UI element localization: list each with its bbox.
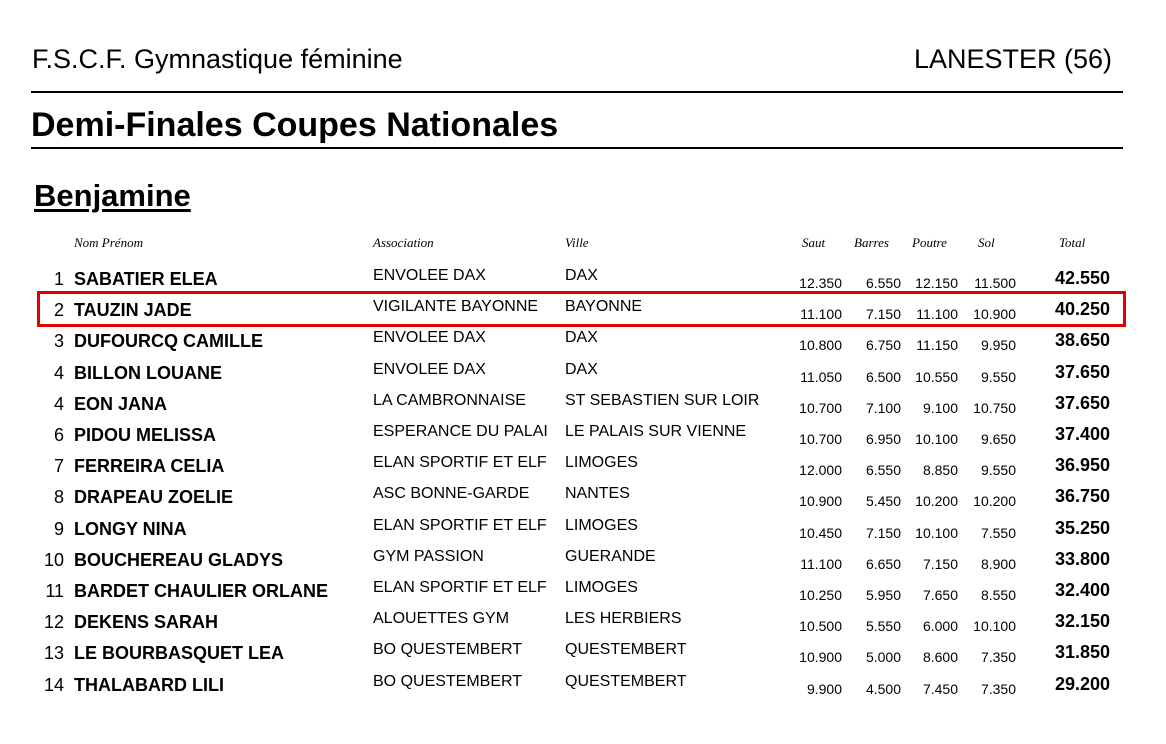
cell-total: 36.750	[1054, 486, 1110, 506]
cell-barres: 4.500	[865, 681, 901, 697]
cell-sol: 9.950	[980, 337, 1016, 353]
cell-name: DRAPEAU ZOELIE	[74, 487, 234, 507]
cell-city: QUESTEMBERT	[565, 673, 687, 690]
cell-poutre: 10.100	[915, 525, 958, 541]
location-heading: LANESTER (56)	[913, 44, 1112, 74]
cell-barres: 5.000	[865, 649, 901, 665]
cell-saut: 12.000	[799, 462, 842, 478]
cell-total: 37.650	[1054, 362, 1110, 382]
cell-barres: 6.950	[865, 431, 901, 447]
cell-poutre: 12.150	[915, 275, 958, 291]
cell-barres: 5.950	[865, 587, 901, 603]
cell-association: ELAN SPORTIF ET ELF	[373, 517, 547, 534]
cell-association: ENVOLEE DAX	[373, 329, 486, 346]
cell-barres: 6.500	[865, 369, 901, 385]
cell-rank: 8	[53, 487, 64, 507]
cell-rank: 11	[45, 581, 64, 601]
cell-poutre: 10.100	[915, 431, 958, 447]
cell-association: ENVOLEE DAX	[373, 361, 486, 378]
cell-rank: 2	[53, 300, 64, 320]
cell-city: DAX	[565, 329, 598, 346]
cell-city: BAYONNE	[565, 298, 643, 315]
table-row	[0, 514, 1166, 545]
cell-total: 33.800	[1054, 549, 1110, 569]
cell-poutre: 6.000	[922, 618, 958, 634]
cell-sol: 9.550	[980, 369, 1016, 385]
cell-saut: 10.900	[799, 493, 842, 509]
cell-barres: 7.150	[865, 525, 901, 541]
cell-saut: 10.900	[799, 649, 842, 665]
cell-poutre: 11.150	[916, 337, 958, 353]
cell-saut: 9.900	[806, 681, 842, 697]
cell-association: VIGILANTE BAYONNE	[373, 298, 539, 315]
cell-sol: 9.550	[980, 462, 1016, 478]
cell-sol: 10.100	[973, 618, 1016, 634]
cell-poutre: 7.450	[922, 681, 958, 697]
cell-barres: 6.550	[865, 462, 901, 478]
cell-saut: 11.100	[800, 306, 842, 322]
column-header-total: Total	[1059, 235, 1086, 250]
table-row	[0, 326, 1166, 357]
cell-city: ST SEBASTIEN SUR LOIR	[565, 392, 760, 409]
cell-name: SABATIER ELEA	[74, 269, 218, 289]
cell-rank: 14	[43, 675, 64, 695]
cell-barres: 5.450	[865, 493, 901, 509]
cell-barres: 7.150	[865, 306, 901, 322]
cell-association: ASC BONNE-GARDE	[373, 485, 530, 502]
cell-name: EON JANA	[74, 394, 168, 414]
cell-poutre: 7.650	[922, 587, 958, 603]
cell-sol: 8.550	[980, 587, 1016, 603]
cell-name: FERREIRA CELIA	[74, 456, 225, 476]
cell-rank: 9	[53, 519, 64, 539]
cell-saut: 12.350	[799, 275, 842, 291]
cell-city: LIMOGES	[565, 579, 638, 596]
cell-rank: 4	[53, 394, 64, 414]
cell-poutre: 11.100	[916, 306, 958, 322]
cell-total: 32.400	[1054, 580, 1110, 600]
table-row	[0, 545, 1166, 576]
cell-city: LIMOGES	[565, 454, 638, 471]
cell-saut: 11.050	[800, 369, 842, 385]
column-header-poutre: Poutre	[912, 235, 947, 250]
cell-sol: 7.350	[980, 681, 1016, 697]
cell-name: BARDET CHAULIER ORLANE	[74, 581, 328, 601]
column-header-sol: Sol	[978, 235, 995, 250]
cell-association: ENVOLEE DAX	[373, 267, 486, 284]
cell-name: BOUCHEREAU GLADYS	[74, 550, 284, 570]
cell-barres: 5.550	[865, 618, 901, 634]
cell-name: PIDOU MELISSA	[74, 425, 217, 445]
cell-city: NANTES	[565, 485, 630, 502]
cell-saut: 10.800	[799, 337, 842, 353]
cell-barres: 6.750	[865, 337, 901, 353]
table-row	[0, 576, 1166, 607]
organization-heading: F.S.C.F. Gymnastique féminine	[32, 44, 403, 74]
cell-total: 40.250	[1054, 299, 1110, 319]
highlight-box	[37, 291, 1126, 327]
cell-city: GUERANDE	[565, 548, 656, 565]
cell-association: ELAN SPORTIF ET ELF	[373, 579, 547, 596]
cell-city: LIMOGES	[565, 517, 638, 534]
cell-poutre: 10.200	[915, 493, 958, 509]
column-header-saut: Saut	[802, 235, 826, 250]
cell-total: 32.150	[1054, 611, 1110, 631]
cell-rank: 1	[53, 269, 64, 289]
cell-name: LONGY NINA	[74, 519, 187, 539]
cell-saut: 10.250	[799, 587, 842, 603]
cell-saut: 10.700	[799, 400, 842, 416]
cell-poutre: 7.150	[922, 556, 958, 572]
cell-barres: 6.650	[865, 556, 901, 572]
cell-city: DAX	[565, 267, 598, 284]
cell-association: BO QUESTEMBERT	[373, 673, 523, 690]
table-row	[0, 389, 1166, 420]
cell-sol: 10.200	[973, 493, 1016, 509]
cell-name: DUFOURCQ CAMILLE	[74, 331, 263, 351]
cell-total: 36.950	[1054, 455, 1110, 475]
column-header-city: Ville	[565, 235, 589, 250]
cell-name: BILLON LOUANE	[74, 363, 222, 383]
cell-poutre: 8.850	[922, 462, 958, 478]
cell-city: DAX	[565, 361, 598, 378]
cell-poutre: 8.600	[922, 649, 958, 665]
cell-total: 29.200	[1054, 674, 1110, 694]
cell-association: GYM PASSION	[373, 548, 484, 565]
cell-rank: 6	[53, 425, 64, 445]
cell-total: 35.250	[1054, 518, 1110, 538]
cell-sol: 7.550	[980, 525, 1016, 541]
cell-total: 31.850	[1054, 642, 1110, 662]
cell-sol: 10.750	[973, 400, 1016, 416]
cell-poutre: 9.100	[922, 400, 958, 416]
table-row	[0, 420, 1166, 451]
cell-barres: 7.100	[865, 400, 901, 416]
cell-sol: 9.650	[980, 431, 1016, 447]
cell-association: ELAN SPORTIF ET ELF	[373, 454, 547, 471]
cell-total: 38.650	[1054, 330, 1110, 350]
cell-sol: 11.500	[974, 275, 1016, 291]
cell-barres: 6.550	[865, 275, 901, 291]
column-header-barres: Barres	[854, 235, 889, 250]
table-row	[0, 482, 1166, 513]
cell-rank: 4	[53, 363, 64, 383]
cell-total: 37.400	[1054, 424, 1110, 444]
cell-saut: 11.100	[800, 556, 842, 572]
table-row	[0, 451, 1166, 482]
cell-city: QUESTEMBERT	[565, 641, 687, 658]
table-row	[0, 358, 1166, 389]
cell-association: ALOUETTES GYM	[373, 610, 510, 627]
cell-association: ESPERANCE DU PALAI	[373, 423, 548, 440]
cell-saut: 10.500	[799, 618, 842, 634]
cell-association: BO QUESTEMBERT	[373, 641, 523, 658]
table-row	[0, 638, 1166, 669]
cell-rank: 3	[53, 331, 64, 351]
cell-city: LES HERBIERS	[565, 610, 682, 627]
table-row	[0, 670, 1166, 701]
cell-city: LE PALAIS SUR VIENNE	[565, 423, 747, 440]
column-header-name: Nom Prénom	[74, 235, 143, 250]
page-title: Demi-Finales Coupes Nationales	[31, 106, 559, 144]
cell-total: 42.550	[1054, 268, 1110, 288]
cell-name: LE BOURBASQUET LEA	[74, 643, 285, 663]
category-heading: Benjamine	[34, 178, 191, 213]
column-header-association: Association	[373, 235, 434, 250]
cell-name: DEKENS SARAH	[74, 612, 219, 632]
cell-rank: 13	[43, 643, 64, 663]
cell-total: 37.650	[1054, 393, 1110, 413]
cell-saut: 10.450	[799, 525, 842, 541]
cell-sol: 7.350	[980, 649, 1016, 665]
cell-rank: 7	[53, 456, 64, 476]
cell-sol: 10.900	[973, 306, 1016, 322]
cell-association: LA CAMBRONNAISE	[373, 392, 526, 409]
cell-saut: 10.700	[799, 431, 842, 447]
cell-name: TAUZIN JADE	[74, 300, 192, 320]
cell-name: THALABARD LILI	[74, 675, 224, 695]
cell-rank: 12	[43, 612, 64, 632]
cell-rank: 10	[43, 550, 64, 570]
cell-poutre: 10.550	[915, 369, 958, 385]
table-row	[0, 607, 1166, 638]
cell-sol: 8.900	[980, 556, 1016, 572]
